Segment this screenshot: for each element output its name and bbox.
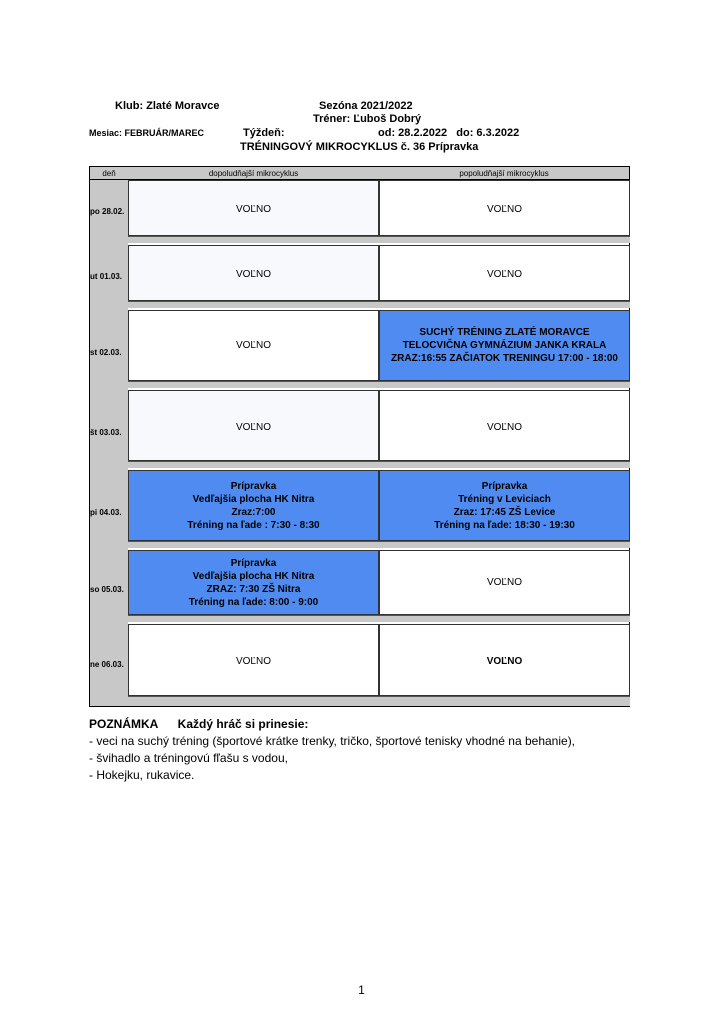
row-separator	[128, 696, 630, 706]
column-header-afternoon: popoludňajší mikrocyklus	[379, 167, 629, 180]
table-row	[90, 470, 629, 550]
schedule-table	[89, 166, 630, 707]
morning-cell-highlighted	[128, 550, 379, 615]
column-header-day: deň	[90, 167, 128, 180]
note-heading	[89, 717, 308, 731]
session-line: ZRAZ:16:55 ZAČIATOK TRENINGU 17:00 - 18:00	[391, 353, 618, 364]
morning-cell	[128, 390, 379, 461]
afternoon-text: VOĽNO	[486, 577, 522, 588]
season: Sezóna 2021/2022	[319, 100, 413, 112]
morning-text: VOĽNO	[235, 656, 271, 667]
note-item: - Hokejku, rukavice.	[89, 768, 195, 782]
morning-cell	[128, 245, 379, 301]
session-line: Prípravka	[230, 480, 277, 492]
note-item: - veci na suchý tréning (športové krátke trenky, tričko, športové tenisky vhodné na behanie),	[89, 734, 576, 748]
morning-cell-highlighted	[128, 470, 379, 541]
session-line: SUCHÝ TRÉNING ZLATÉ MORAVCE	[419, 327, 590, 338]
afternoon-cell	[379, 624, 630, 696]
document-title: TRÉNINGOVÝ MIKROCYKLUS č. 36 Prípravka	[240, 141, 479, 153]
day-label: pi 04.03.	[90, 508, 122, 517]
session-line: Prípravka	[230, 557, 277, 569]
date-range: od: 28.2.2022 do: 6.3.2022	[378, 127, 520, 139]
day-label: št 03.03.	[90, 428, 122, 437]
coach: Tréner: Ľuboš Dobrý	[313, 113, 422, 125]
session-line: Zraz: 17:45 ZŠ Levice	[453, 506, 556, 518]
afternoon-cell	[379, 245, 630, 301]
table-row	[90, 245, 629, 310]
week-label: Týždeň:	[243, 127, 285, 139]
morning-text: VOĽNO	[235, 340, 271, 351]
afternoon-text: VOĽNO	[486, 269, 522, 280]
session-line: Tréning na ľade : 7:30 - 8:30	[187, 519, 320, 531]
day-label: st 02.03.	[90, 348, 122, 357]
session-line: Zraz:7:00	[231, 506, 276, 518]
session-line: TELOCVIČNA GYMNÁZIUM JANKA KRALA	[402, 340, 607, 351]
afternoon-text: VOĽNO	[486, 656, 523, 667]
page-number: 1	[358, 983, 365, 997]
afternoon-cell	[379, 550, 630, 615]
row-separator	[128, 541, 630, 548]
session-line: Vedľajšia plocha HK Nitra	[192, 570, 315, 582]
morning-cell	[128, 310, 379, 381]
note-item: - švihadlo a tréningovú fľašu s vodou,	[89, 751, 288, 765]
row-separator	[128, 301, 630, 308]
row-separator	[128, 615, 630, 622]
session-line: Tréning na ľade: 8:00 - 9:00	[188, 596, 319, 608]
day-label: so 05.03.	[90, 585, 124, 594]
session-line: Vedľajšia plocha HK Nitra	[192, 493, 315, 505]
table-row	[90, 624, 629, 706]
row-separator	[128, 461, 630, 468]
afternoon-text: VOĽNO	[486, 422, 522, 433]
day-label: ut 01.03.	[90, 272, 123, 281]
month: Mesiac: FEBRUÁR/MAREC	[89, 128, 205, 138]
club-name: Klub: Zlaté Moravce	[115, 100, 220, 112]
column-header-morning: dopoludňajší mikrocyklus	[128, 167, 379, 180]
afternoon-cell	[379, 390, 630, 461]
afternoon-cell	[379, 180, 630, 236]
session-line: Tréning v Leviciach	[458, 493, 551, 505]
morning-cell	[128, 180, 379, 236]
table-row	[90, 180, 629, 245]
session-line: Tréning na ľade: 18:30 - 19:30	[434, 519, 575, 531]
table-row	[90, 550, 629, 624]
day-label: po 28.02.	[90, 207, 125, 216]
session-line: Prípravka	[481, 480, 528, 492]
day-label: ne 06.03.	[90, 660, 124, 669]
morning-text: VOĽNO	[235, 204, 271, 215]
row-separator	[128, 236, 630, 243]
session-line: ZRAZ: 7:30 ZŠ Nitra	[206, 583, 301, 595]
afternoon-cell-highlighted	[379, 470, 630, 541]
table-row	[90, 310, 629, 390]
afternoon-text: VOĽNO	[486, 204, 522, 215]
note-label: POZNÁMKA	[89, 717, 159, 731]
afternoon-cell-highlighted	[379, 310, 630, 381]
morning-cell	[128, 624, 379, 696]
row-separator	[128, 381, 630, 388]
morning-text: VOĽNO	[235, 422, 271, 433]
note-title: Každý hráč si prinesie:	[177, 717, 309, 731]
table-row	[90, 390, 629, 470]
morning-text: VOĽNO	[235, 269, 271, 280]
